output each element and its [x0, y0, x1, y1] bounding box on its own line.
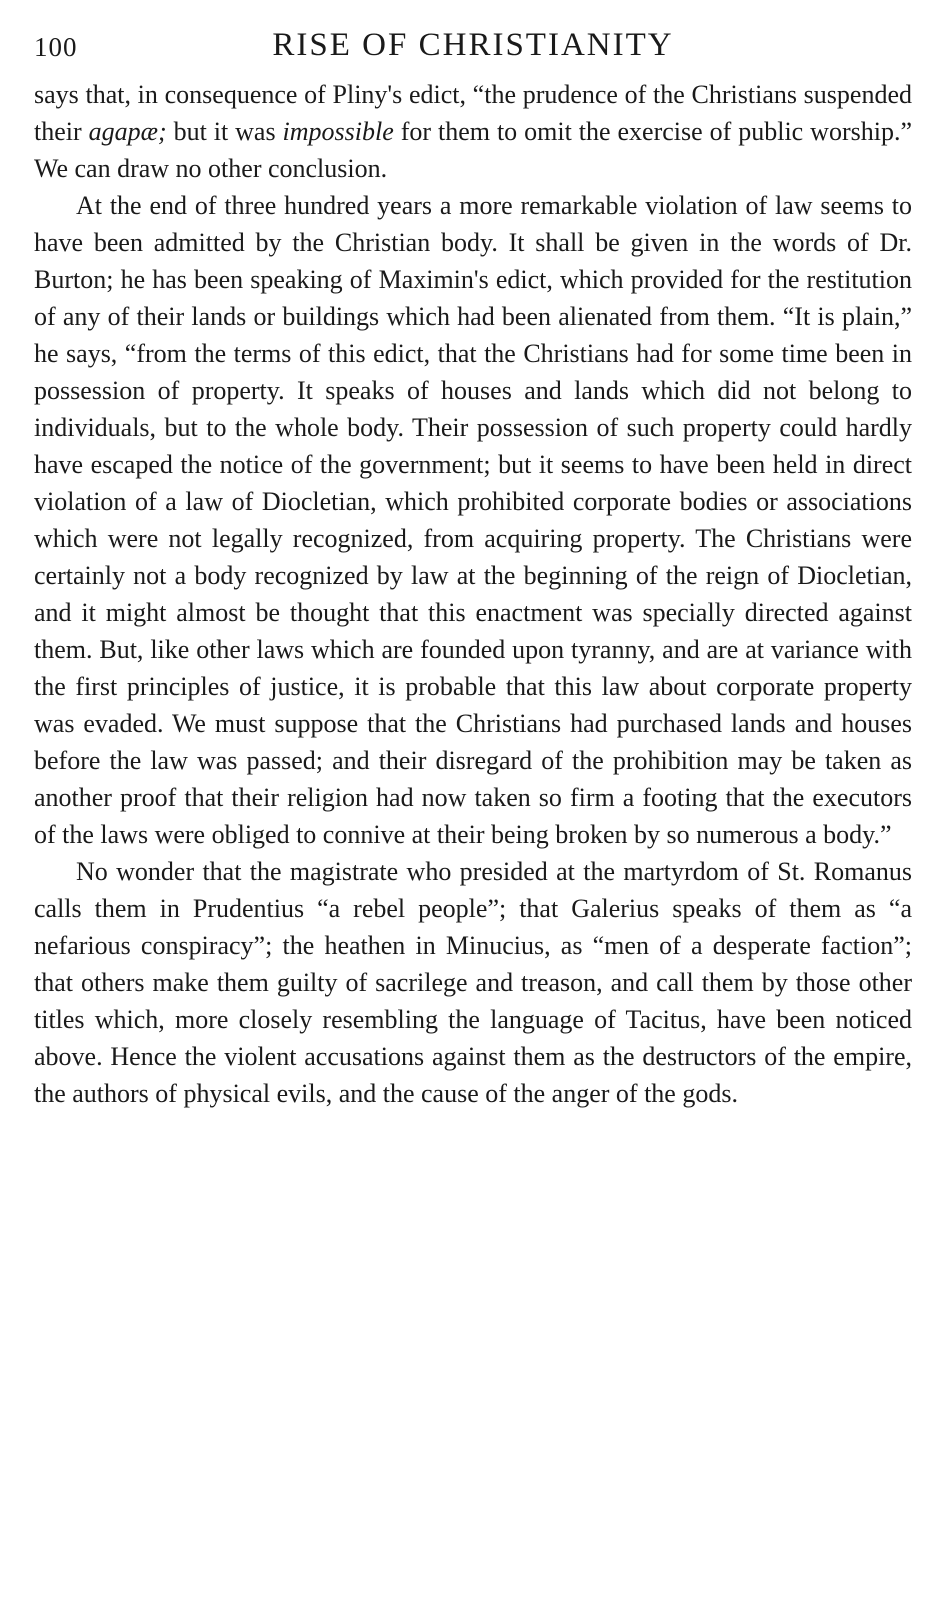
- emphasis-impossible: impossible: [282, 117, 394, 146]
- body-text: [34, 76, 912, 1112]
- paragraph-1-text-c: but it was: [166, 117, 283, 146]
- book-page: [34, 20, 912, 1112]
- page-number: 100: [34, 32, 78, 62]
- paragraph-accusations: No wonder that the magistrate who presided at the martyrdom of St. Romanus calls them in Prudentius “a rebel people”; that Galerius speaks of them as “a nefarious conspiracy”; the heathen in Minucius, as “men of a desperate faction”; that others make them guilty of sacrilege and treason, and call them by those other titles which, more closely resembling the language of Tacitus, have been noticed above. Hence the violent accusations against them as the destructors of the empire, the authors of physical evils, and the cause of the anger of the gods.: [34, 857, 912, 1108]
- paragraph-1-text-a: says that, in consequence of Pliny's edict, “the prudence of the Christians suspended their: [34, 80, 912, 146]
- running-head: [34, 20, 912, 76]
- paragraph-continuation: [34, 76, 912, 187]
- paragraph-1-text-e: for them to omit the exercise of public worship.” We can draw no other conclusion.: [34, 117, 912, 183]
- term-agapae: agapæ;: [88, 117, 167, 146]
- paragraph-burton-quote: At the end of three hundred years a more remarkable violation of law seems to have been admitted by the Christian body. It shall be given in the words of Dr. Burton; he has been speaking of Maximin's edict, which provided for the restitution of any of their lands or buildings which had been alienated from them. “It is plain,” he says, “from the terms of this edict, that the Christians had for some time been in possession of property. It speaks of houses and lands which did not belong to individuals, but to the whole body. Their possession of such property could hardly have escaped the notice of the government; but it seems to have been held in direct violation of a law of Diocletian, which prohibited corporate bodies or associations which were not legally recognized, from acquiring property. The Christians were certainly not a body recognized by law at the beginning of the reign of Diocletian, and it might almost be thought that this enactment was specially directed against them. But, like other laws which are founded upon tyranny, and are at variance with the first principles of justice, it is probable that this law about corporate property was evaded. We must suppose that the Christians had purchased lands and houses before the law was passed; and their disregard of the prohibition may be taken as another proof that their religion had now taken so firm a footing that the executors of the laws were obliged to connive at their being broken by so numerous a body.”: [34, 191, 912, 849]
- running-title: RISE OF CHRISTIANITY: [272, 27, 674, 63]
